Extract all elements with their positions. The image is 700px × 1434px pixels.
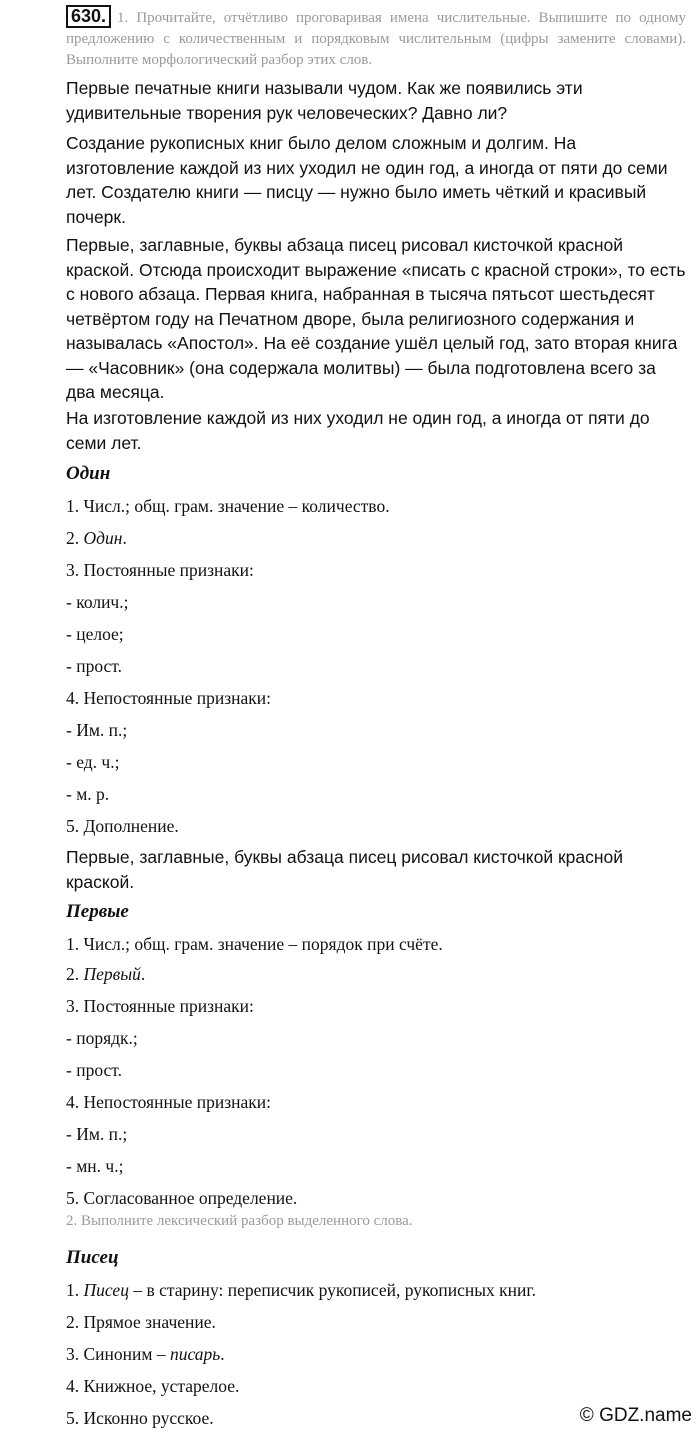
odin-line-6: - прост.	[66, 656, 122, 676]
odin-line-10: - м. р.	[66, 784, 110, 804]
odin-line-11: 5. Дополнение.	[66, 816, 179, 836]
odin-line-8: - Им. п.;	[66, 720, 128, 740]
pisec-line-1: 1. Писец – в старину: переписчик рукописей, рукописных книг.	[66, 1280, 536, 1300]
odin-line-1: 1. Числ.; общ. грам. значение – количество.	[66, 496, 390, 516]
pisec-line-5: 5. Исконно русское.	[66, 1408, 214, 1428]
pisec-line-4: 4. Книжное, устарелое.	[66, 1376, 240, 1396]
odin-line-2: 2. Один.	[66, 528, 127, 548]
task-2-statement: 2. Выполните лексический разбор выделенного слова.	[66, 1213, 413, 1229]
paragraph-1: Первые печатные книги называли чудом. Как же появились эти удивительные творения рук человеческих? Давно ли?	[66, 78, 583, 123]
pervye-line-1: 1. Числ.; общ. грам. значение – порядок при счёте.	[66, 934, 443, 954]
pisec-line-2: 2. Прямое значение.	[66, 1312, 216, 1332]
odin-line-5: - целое;	[66, 624, 124, 644]
heading-odin: Один	[66, 463, 111, 484]
task-number: 630.	[66, 5, 111, 28]
pervye-line-3: 3. Постоянные признаки:	[66, 996, 254, 1016]
pervye-line-5: - прост.	[66, 1060, 122, 1080]
paragraph-5: Первые, заглавные, буквы абзаца писец рисовал кисточкой красной краской.	[66, 847, 624, 892]
heading-pisec: Писец	[66, 1247, 119, 1268]
odin-line-4: - колич.;	[66, 592, 129, 612]
heading-pervye: Первые	[66, 901, 129, 922]
pervye-line-8: - мн. ч.;	[66, 1156, 124, 1176]
odin-line-9: - ед. ч.;	[66, 752, 120, 772]
odin-line-7: 4. Непостоянные признаки:	[66, 688, 271, 708]
pervye-line-2: 2. Первый.	[66, 964, 146, 984]
paragraph-4: На изготовление каждой из них уходил не один год, а иногда от пяти до семи лет.	[66, 408, 650, 453]
pervye-line-7: - Им. п.;	[66, 1124, 128, 1144]
paragraph-3: Первые, заглавные, буквы абзаца писец рисовал кисточкой красной краской. Отсюда происходит выражение «писать с красной строки», то есть с нового абзаца. Первая книга, набранная в тысяча пятьсот шестьдесят четвёртом году на Печатном дворе, была религиозного содержания и называлась «Апостол». На её создание ушёл целый год, зато вторая книга — «Часовник» (она содержала молитвы) — была подготовлена всего за два месяца.	[66, 235, 686, 402]
pisec-line-3: 3. Синоним – писарь.	[66, 1344, 225, 1364]
odin-line-3: 3. Постоянные признаки:	[66, 560, 254, 580]
pervye-line-9: 5. Согласованное определение.	[66, 1188, 298, 1208]
pervye-line-6: 4. Непостоянные признаки:	[66, 1092, 271, 1112]
task-statement	[66, 5, 686, 71]
pervye-line-4: - порядк.;	[66, 1028, 138, 1048]
watermark: © GDZ.name	[579, 1405, 692, 1426]
paragraph-2: Создание рукописных книг было делом сложным и долгим. На изготовление каждой из них уходил не один год, а иногда от пяти до семи лет. Создателю книги — писцу — нужно было иметь чёткий и красивый почерк.	[66, 133, 668, 227]
task-text: 1. Прочитайте, отчётливо проговаривая имена числительные. Выпишите по одному предложению с количественным и порядковым числительным (цифры замените словами). Выполните морфологический разбор этих слов.	[66, 10, 686, 68]
